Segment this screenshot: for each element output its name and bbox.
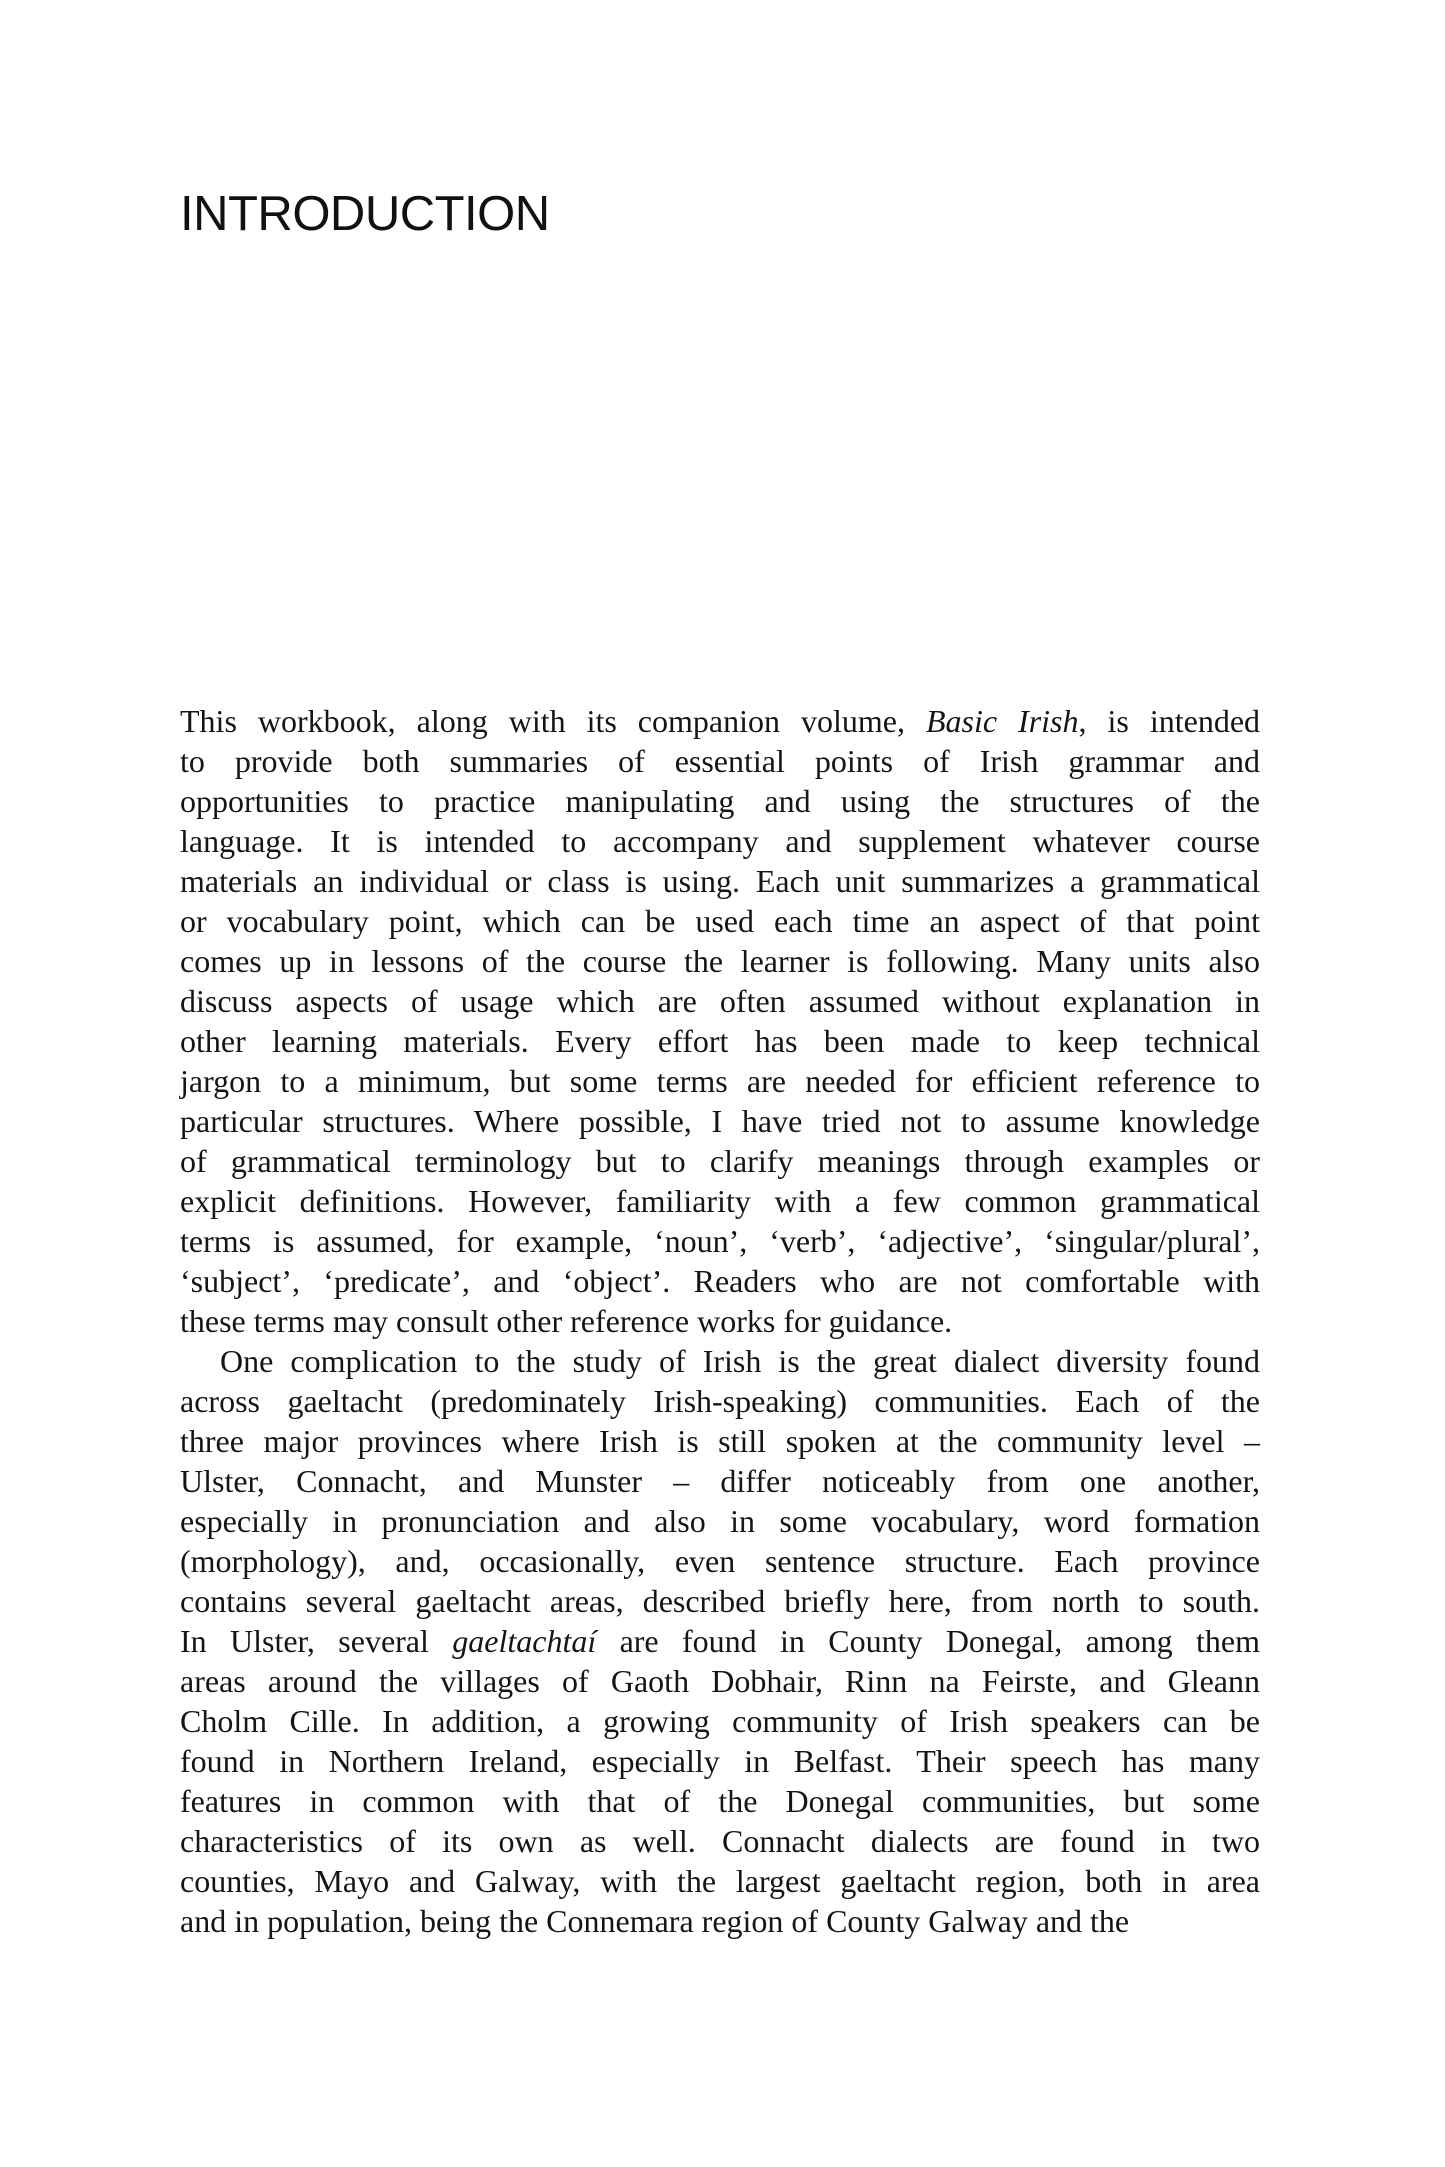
text-run: to provide both summaries of essential points of Irish grammar and	[180, 743, 1260, 779]
text-run: or vocabulary point, which can be used each time an aspect of that point	[180, 903, 1260, 939]
text-run: characteristics of its own as well. Connacht dialects are found in two	[180, 1823, 1260, 1859]
text-run: discuss aspects of usage which are often assumed without explanation in	[180, 983, 1260, 1019]
text-line	[180, 1581, 1260, 1621]
text-line	[180, 1101, 1260, 1141]
text-run: these terms may consult other reference works for guidance.	[180, 1303, 953, 1339]
text-line	[180, 1021, 1260, 1061]
text-run: language. It is intended to accompany and supplement whatever course	[180, 823, 1260, 859]
text-line	[180, 1821, 1260, 1861]
text-line	[180, 701, 1260, 741]
italic-term: gaeltachtaí	[452, 1623, 597, 1659]
text-line	[180, 1261, 1260, 1301]
italic-term: Basic Irish	[925, 703, 1079, 739]
text-run: One complication to the study of Irish is the great dialect diversity found	[220, 1343, 1260, 1379]
text-run: In Ulster, several	[180, 1623, 453, 1659]
text-line	[180, 941, 1260, 981]
text-run: are found in County Donegal, among them	[596, 1623, 1261, 1659]
text-run: particular structures. Where possible, I have tried not to assume knowledge	[180, 1103, 1260, 1139]
text-run: , is intended	[1078, 703, 1261, 739]
text-line	[180, 1221, 1260, 1261]
text-line	[180, 1781, 1260, 1821]
text-line	[180, 1661, 1260, 1701]
text-line	[180, 861, 1260, 901]
text-line	[180, 1141, 1260, 1181]
text-run: three major provinces where Irish is still spoken at the community level –	[180, 1423, 1260, 1459]
chapter-heading: INTRODUCTION	[180, 187, 550, 241]
text-line	[180, 1341, 1260, 1381]
text-run: Ulster, Connacht, and Munster – differ noticeably from one another,	[180, 1463, 1260, 1499]
text-run: jargon to a minimum, but some terms are needed for efficient reference to	[180, 1063, 1260, 1099]
text-run: materials an individual or class is using. Each unit summarizes a grammatical	[180, 863, 1260, 899]
text-line	[180, 1741, 1260, 1781]
text-line	[180, 1181, 1260, 1221]
text-run: of grammatical terminology but to clarify meanings through examples or	[180, 1143, 1260, 1179]
text-run: across gaeltacht (predominately Irish-speaking) communities. Each of the	[180, 1383, 1260, 1419]
text-run: especially in pronunciation and also in some vocabulary, word formation	[180, 1503, 1260, 1539]
text-run: opportunities to practice manipulating and using the structures of the	[180, 783, 1260, 819]
text-run: areas around the villages of Gaoth Dobhair, Rinn na Feirste, and Gleann	[180, 1663, 1260, 1699]
text-line	[180, 1541, 1260, 1581]
body-text	[180, 701, 1260, 1941]
text-line	[180, 981, 1260, 1021]
text-run: found in Northern Ireland, especially in Belfast. Their speech has many	[180, 1743, 1260, 1779]
text-line	[180, 901, 1260, 941]
text-run: other learning materials. Every effort has been made to keep technical	[180, 1023, 1260, 1059]
text-run: (morphology), and, occasionally, even sentence structure. Each province	[180, 1543, 1260, 1579]
text-line	[180, 821, 1260, 861]
text-line	[180, 1901, 1260, 1941]
text-line	[180, 781, 1260, 821]
text-run: and in population, being the Connemara region of County Galway and the	[180, 1903, 1130, 1939]
paragraph-2	[180, 1341, 1260, 1941]
paragraph-1	[180, 701, 1260, 1341]
text-line	[180, 1701, 1260, 1741]
text-line	[180, 1061, 1260, 1101]
text-line	[180, 1621, 1260, 1661]
text-line	[180, 1861, 1260, 1901]
text-run: This workbook, along with its companion volume,	[180, 703, 926, 739]
text-run: explicit definitions. However, familiarity with a few common grammatical	[180, 1183, 1260, 1219]
text-line	[180, 741, 1260, 781]
text-run: features in common with that of the Donegal communities, but some	[180, 1783, 1260, 1819]
text-run: terms is assumed, for example, ‘noun’, ‘verb’, ‘adjective’, ‘singular/plural’,	[180, 1223, 1260, 1259]
text-line	[180, 1501, 1260, 1541]
text-line	[180, 1421, 1260, 1461]
text-line	[180, 1461, 1260, 1501]
text-line	[180, 1381, 1260, 1421]
text-run: counties, Mayo and Galway, with the largest gaeltacht region, both in area	[180, 1863, 1260, 1899]
text-run: comes up in lessons of the course the learner is following. Many units also	[180, 943, 1260, 979]
text-run: Cholm Cille. In addition, a growing community of Irish speakers can be	[180, 1703, 1260, 1739]
text-run: contains several gaeltacht areas, described briefly here, from north to south.	[180, 1583, 1260, 1619]
text-line	[180, 1301, 1260, 1341]
text-run: ‘subject’, ‘predicate’, and ‘object’. Readers who are not comfortable with	[180, 1263, 1260, 1299]
